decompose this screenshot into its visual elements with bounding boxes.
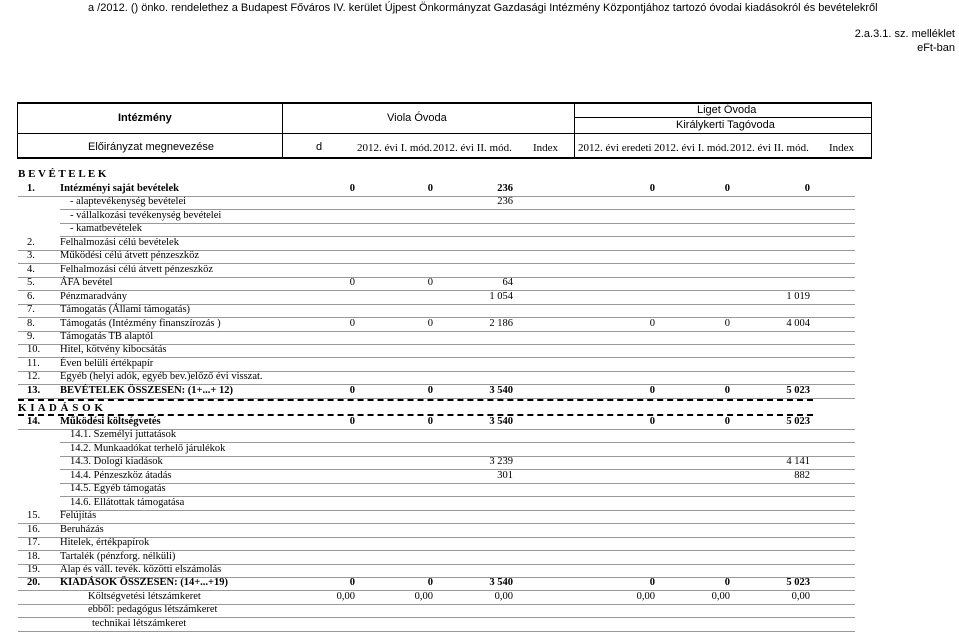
table-row <box>0 209 959 223</box>
table-row <box>0 263 959 277</box>
row-value: 0,00 <box>414 591 433 602</box>
row-label: Támogatás (Állami támogatás) <box>60 304 191 315</box>
table-row <box>0 343 959 357</box>
table-row <box>0 317 959 331</box>
row-label: Éven belüli értékpapír <box>60 358 154 369</box>
row-value: 64 <box>502 277 513 288</box>
table-row <box>0 536 959 550</box>
table-row <box>0 290 959 304</box>
row-number: 10. <box>27 344 41 355</box>
row-label: 14.3. Dologi kiadások <box>70 456 163 467</box>
col-header-l-orig: 2012. évi eredeti <box>578 142 652 154</box>
row-label: Működési célú átvett pénzeszköz <box>60 250 200 261</box>
table-row <box>0 357 959 371</box>
table-row <box>0 550 959 564</box>
row-number: 15. <box>27 510 41 521</box>
row-value: 0,00 <box>711 591 730 602</box>
row-value: 0 <box>649 318 655 329</box>
row-label: Hitelek, értékpapírok <box>60 537 150 548</box>
annex-label: 2.a.3.1. sz. melléklet <box>854 28 955 40</box>
row-value: 0 <box>349 183 355 194</box>
row-value: 4 004 <box>786 318 810 329</box>
table-row <box>0 617 959 631</box>
row-value: 301 <box>497 470 513 481</box>
row-number: 20. <box>27 577 41 588</box>
table-row <box>0 330 959 344</box>
header-bottom-rule <box>17 157 872 159</box>
table-row <box>0 370 959 384</box>
row-label: Támogatás TB alaptól <box>60 331 154 342</box>
table-row <box>0 469 959 483</box>
row-value: 0 <box>349 416 355 427</box>
section-revenue-title: B E V É T E L E K <box>18 168 107 180</box>
header-divider-1 <box>282 102 283 158</box>
row-label: BEVÉTELEK ÖSSZESEN: (1+...+ 12) <box>60 385 234 396</box>
row-value: 5 023 <box>786 416 810 427</box>
row-value: 2 186 <box>489 318 513 329</box>
row-label: Pénzmaradvány <box>60 291 128 302</box>
row-value: 0,00 <box>494 591 513 602</box>
section-expense-title: K I A D Á S O K <box>18 402 104 414</box>
row-label: 14.4. Pénzeszköz átadás <box>70 470 172 481</box>
row-value: 882 <box>794 470 810 481</box>
row-label: Felhalmozási célú átvett pénzeszköz <box>60 264 214 275</box>
row-value: 5 023 <box>786 385 810 396</box>
header-divider-2 <box>574 102 575 158</box>
row-number: 2. <box>27 237 35 248</box>
row-label: Beruházás <box>60 524 104 535</box>
row-value: 3 239 <box>489 456 513 467</box>
row-label: Költségvetési létszámkeret <box>88 591 201 602</box>
row-label: Hitel, kötvény kibocsátás <box>60 344 167 355</box>
row-label: Alap és váll. tevék. közötti elszámolás <box>60 564 222 575</box>
row-label: ÁFA bevétel <box>60 277 113 288</box>
row-label: Tartalék (pénzforg. nélküli) <box>60 551 176 562</box>
row-number: 18. <box>27 551 41 562</box>
table-row <box>0 249 959 263</box>
row-label: - kamatbevételek <box>70 223 143 234</box>
table-row <box>0 563 959 577</box>
row-number: 13. <box>27 385 41 396</box>
col-header-i1: 2012. évi I. mód. <box>357 142 433 154</box>
header-sub-rule <box>17 133 872 134</box>
row-label: Támogatás (Intézmény finanszírozás ) <box>60 318 221 329</box>
row-value: 0 <box>427 577 433 588</box>
document-title: a /2012. () önko. rendelethez a Budapest Főváros IV. kerület Újpest Önkormányzat Gazdasági Intézmény Központjához tartozó óvodai kiadásokról és bevételekről <box>88 2 878 14</box>
row-number: 16. <box>27 524 41 535</box>
col-header-index2: Index <box>829 142 855 154</box>
row-value: 0 <box>427 277 433 288</box>
row-value: 0 <box>427 416 433 427</box>
row-value: 236 <box>497 196 513 207</box>
revenue-total-dashed-rule <box>18 399 813 401</box>
row-label: - alaptevékenység bevételei <box>70 196 187 207</box>
row-label: Egyéb (helyi adók, egyéb bev.)előző évi visszat. <box>60 371 263 382</box>
row-value: 0 <box>427 183 433 194</box>
col-header-index1: Index <box>533 142 559 154</box>
row-number: 17. <box>27 537 41 548</box>
table-row <box>0 428 959 442</box>
row-label: Intézményi saját bevételek <box>60 183 179 194</box>
row-value: 1 019 <box>786 291 810 302</box>
row-value: 3 540 <box>489 577 513 588</box>
row-number: 4. <box>27 264 35 275</box>
row-value: 0 <box>724 577 730 588</box>
row-number: 7. <box>27 304 35 315</box>
row-value: 236 <box>497 183 513 194</box>
row-value: 0 <box>724 416 730 427</box>
col-header-l1: 2012. évi I. mód. <box>654 142 730 154</box>
row-value: 0,00 <box>791 591 810 602</box>
row-rule <box>18 631 855 632</box>
row-label: 14.2. Munkaadókat terhelő járulékok <box>70 443 226 454</box>
table-row <box>0 482 959 496</box>
row-number: 6. <box>27 291 35 302</box>
row-label: Felújítás <box>60 510 97 521</box>
row-value: 0 <box>724 318 730 329</box>
institution-2-name: Liget Óvoda <box>697 104 757 116</box>
row-value: 0 <box>427 385 433 396</box>
row-value: 0,00 <box>336 591 355 602</box>
table-row <box>0 496 959 510</box>
col-header-l2: 2012. évi II. mód. <box>730 142 809 154</box>
row-number: 14. <box>27 416 41 427</box>
row-label: 14.5. Egyéb támogatás <box>70 483 166 494</box>
row-label: KIADÁSOK ÖSSZESEN: (14+...+19) <box>60 577 229 588</box>
row-value: 0 <box>649 416 655 427</box>
table-row <box>0 222 959 236</box>
row-value: 0 <box>649 385 655 396</box>
institution-label: Intézmény <box>118 112 172 124</box>
table-row <box>0 455 959 469</box>
table-row <box>0 523 959 537</box>
row-value: 0 <box>804 183 810 194</box>
row-value: 0 <box>724 385 730 396</box>
institution-2-subname: Királykerti Tagóvoda <box>676 119 775 131</box>
row-value: 0 <box>349 318 355 329</box>
row-number: 12. <box>27 371 41 382</box>
row-label: 14.1. Személyi juttatások <box>70 429 177 440</box>
row-value: 3 540 <box>489 385 513 396</box>
table-row <box>0 195 959 209</box>
row-number: 8. <box>27 318 35 329</box>
row-number: 5. <box>27 277 35 288</box>
col-header-i2: 2012. évi II. mód. <box>433 142 512 154</box>
row-value: 0,00 <box>636 591 655 602</box>
row-number: 11. <box>27 358 40 369</box>
header-left-border <box>17 102 18 158</box>
table-row <box>0 303 959 317</box>
row-value: 0 <box>427 318 433 329</box>
row-label: ebből: pedagógus létszámkeret <box>88 604 218 615</box>
table-row <box>0 182 959 196</box>
institution-1-name: Viola Óvoda <box>387 112 447 124</box>
col-d-header: d <box>316 141 323 153</box>
row-value: 0 <box>349 577 355 588</box>
table-row <box>0 590 959 604</box>
row-value: 1 054 <box>489 291 513 302</box>
row-value: 0 <box>349 385 355 396</box>
header-mid-rule <box>574 117 872 118</box>
row-label: - vállalkozási tevékenység bevételei <box>70 210 222 221</box>
table-row <box>0 415 959 429</box>
row-value: 0 <box>649 577 655 588</box>
table-row <box>0 236 959 250</box>
budget-label: Előirányzat megnevezése <box>88 141 214 153</box>
row-value: 0 <box>349 277 355 288</box>
row-number: 9. <box>27 331 35 342</box>
row-label: technikai létszámkeret <box>92 618 187 629</box>
table-row <box>0 442 959 456</box>
unit-label: eFt-ban <box>917 42 955 54</box>
row-value: 0 <box>724 183 730 194</box>
table-row <box>0 576 959 590</box>
row-value: 4 141 <box>786 456 810 467</box>
table-row <box>0 509 959 523</box>
row-number: 1. <box>27 183 35 194</box>
row-number: 19. <box>27 564 41 575</box>
row-number: 3. <box>27 250 35 261</box>
table-row <box>0 276 959 290</box>
row-label: Felhalmozási célú bevételek <box>60 237 179 248</box>
row-value: 0 <box>649 183 655 194</box>
row-label: Működési költségvetés <box>60 416 161 427</box>
table-row <box>0 603 959 617</box>
table-row <box>0 384 959 398</box>
row-value: 3 540 <box>489 416 513 427</box>
row-label: 14.6. Ellátottak támogatása <box>70 497 185 508</box>
row-value: 5 023 <box>786 577 810 588</box>
header-right-border <box>871 102 872 158</box>
